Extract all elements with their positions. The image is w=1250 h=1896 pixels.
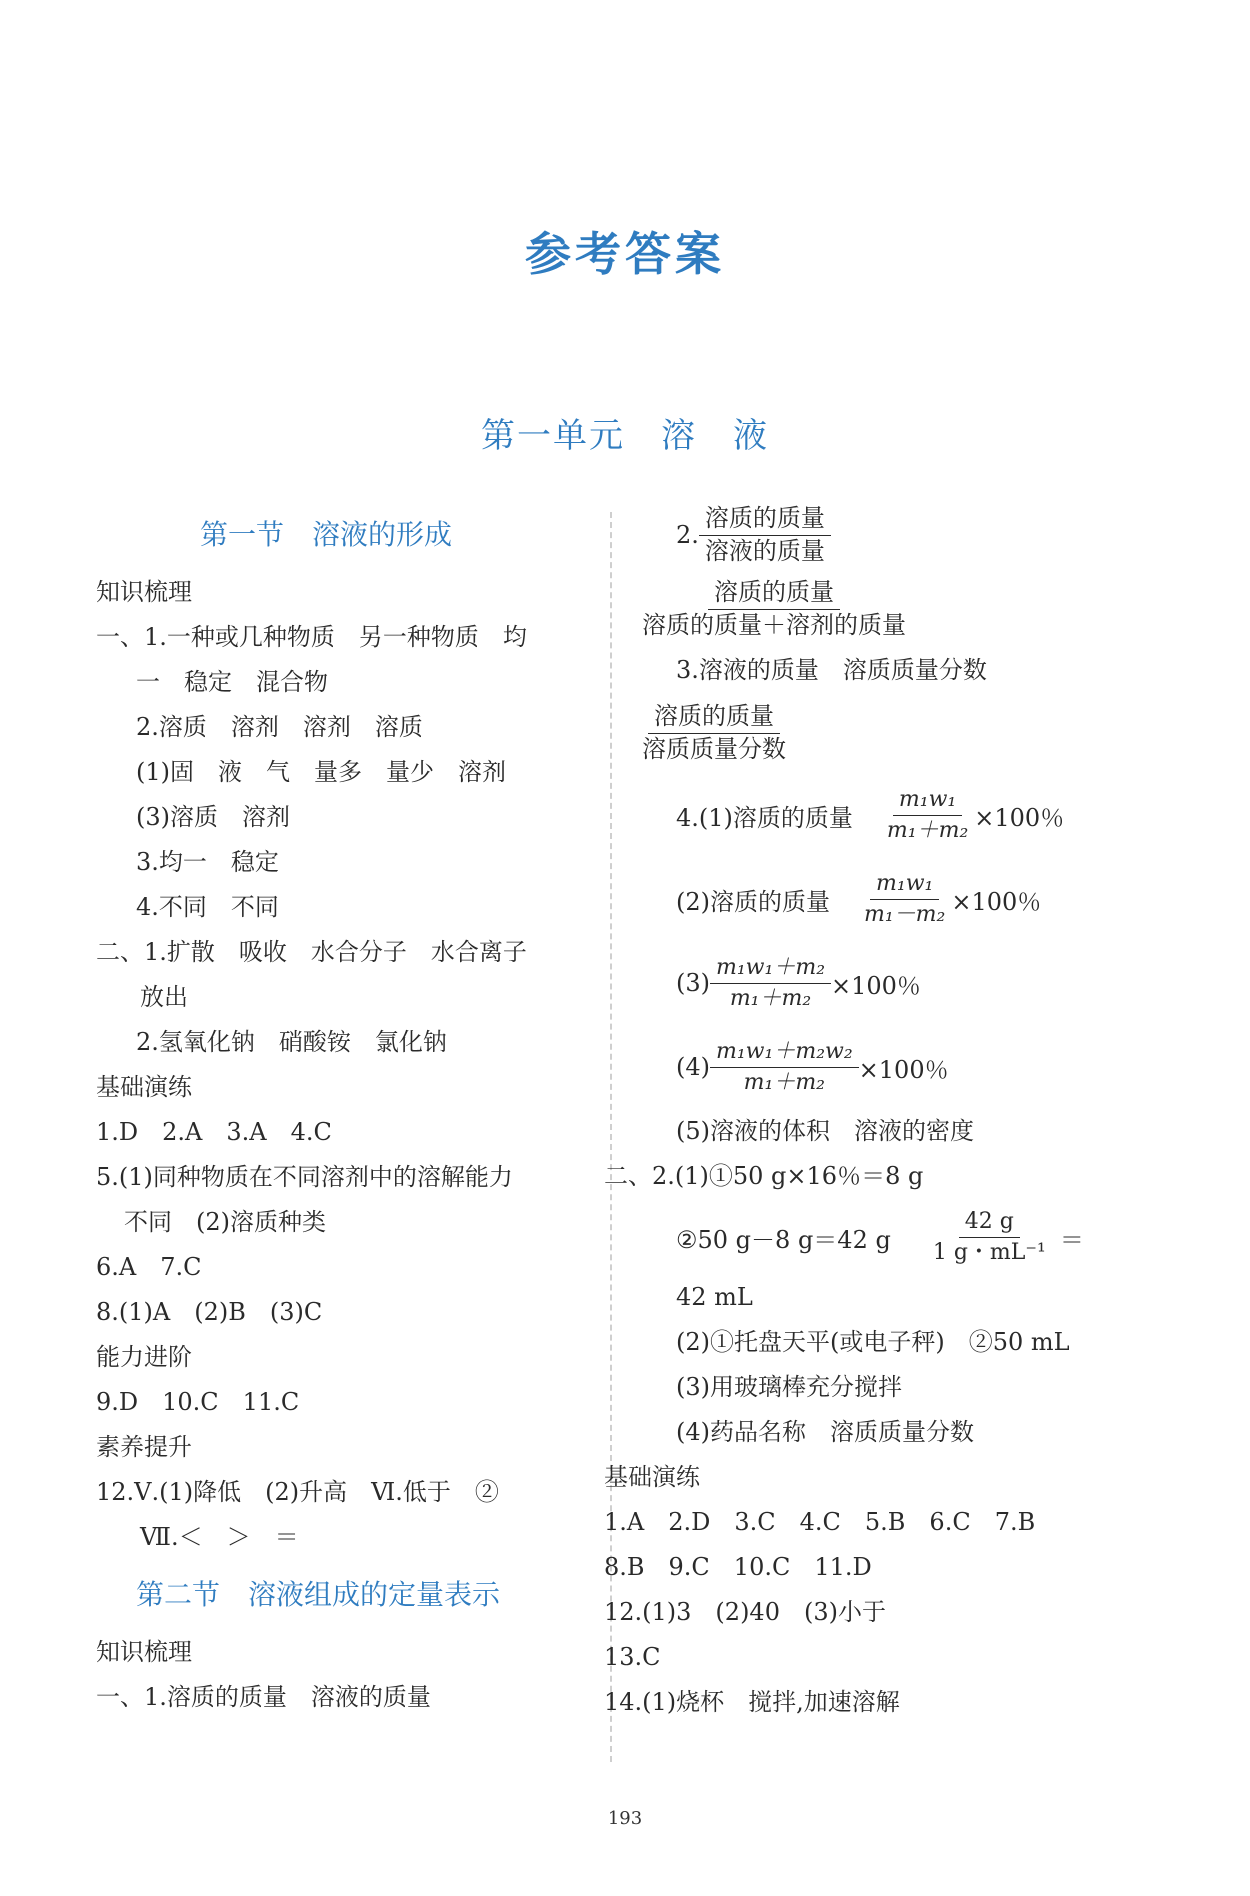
section-header: 基础演练 [604,1463,700,1491]
main-title: 参考答案 [525,227,725,281]
answer-line: (3)溶质 溶剂 [136,803,290,831]
formula-prefix: (2)溶质的质量 [676,887,830,916]
fraction [927,1209,1052,1265]
fraction-numerator: m₁w₁＋m₂ [710,955,831,983]
fraction [710,955,831,1011]
formula-prefix: ②50 g－8 g＝42 g [676,1225,891,1254]
fraction [881,787,974,843]
formula-line [636,500,1156,570]
section-header: 基础演练 [96,1073,192,1101]
formula-prefix: (4) [676,1053,710,1081]
fraction-denominator: 溶液的质量 [704,536,825,565]
section-title-2: 第二节 溶液组成的定量表示 [136,1578,501,1611]
answer-line: 3.均一 稳定 [136,848,279,876]
formula-line [636,693,1156,773]
fraction [858,871,951,927]
answer-line: 14.(1)烧杯 搅拌,加速溶解 [604,1688,900,1716]
fraction-numerator: 溶质的质量 [648,703,780,734]
unit-title: 第一单元 溶 液 [481,416,769,456]
answer-line: 3.溶液的质量 溶质质量分数 [676,656,987,684]
formula-line [636,1199,1156,1275]
fraction-numerator: 42 g [959,1209,1020,1237]
section-header: 素养提升 [96,1433,192,1461]
answer-line: Ⅶ.＜ ＞ ＝ [140,1523,299,1551]
formula-line [636,1025,1156,1109]
percent-label: ×100％ [951,887,1042,916]
fraction-numerator: 溶质的质量 [708,579,840,610]
fraction [636,703,792,763]
answer-line: 二、2.(1)①50 g×16％＝8 g [604,1162,924,1190]
answer-line: (3)用玻璃棒充分搅拌 [676,1373,902,1401]
answer-line: (2)①托盘天平(或电子秤) ②50 mL [676,1328,1070,1356]
fraction-numerator: m₁w₁ [870,871,939,899]
equals-sign: ＝ [1059,1225,1084,1254]
answer-line: 4.不同 不同 [136,893,279,921]
fraction-denominator: 溶质质量分数 [642,734,786,763]
formula-line [636,773,1156,857]
formula-prefix: 4.(1)溶质的质量 [676,803,853,832]
answer-line: 8.B 9.C 10.C 11.D [604,1553,872,1581]
fraction-denominator: 1 g・mL⁻¹ [932,1239,1046,1265]
answer-line: 放出 [140,983,188,1011]
fraction-numerator: m₁w₁ [893,787,962,815]
section-header: 能力进阶 [96,1343,192,1371]
answer-line: 一、1.一种或几种物质 另一种物质 均 [96,623,527,651]
answer-line: 2.溶质 溶剂 溶剂 溶质 [136,713,423,741]
answer-line: 8.(1)A (2)B (3)C [96,1298,323,1326]
answer-line: 2.氢氧化钠 硝酸铵 氯化钠 [136,1028,447,1056]
answer-line: (4)药品名称 溶质质量分数 [676,1418,974,1446]
fraction-denominator: m₁＋m₂ [886,817,969,843]
formula-line [636,857,1156,941]
percent-label: ×100％ [858,1055,949,1084]
fraction-denominator: m₁＋m₂ [729,985,812,1011]
answer-line: 一 稳定 混合物 [136,668,328,696]
answer-line: 12.(1)3 (2)40 (3)小于 [604,1598,886,1626]
fraction [699,505,831,565]
formula-line [636,941,1156,1025]
left-column [96,500,596,1720]
answer-line: 1.D 2.A 3.A 4.C [96,1118,332,1146]
answer-line: 6.A 7.C [96,1253,202,1281]
right-column [604,500,1156,1725]
answer-line: 13.C [604,1643,661,1671]
formula-prefix: (3) [676,969,710,997]
formula-prefix: 2. [676,521,699,549]
answer-line: 9.D 10.C 11.C [96,1388,300,1416]
section-title-1: 第一节 溶液的形成 [200,518,453,551]
section-header: 知识梳理 [96,578,192,606]
fraction-denominator: m₁＋m₂ [743,1069,826,1095]
formula-line [636,570,1156,648]
fraction [710,1039,859,1095]
answer-line: 12.Ⅴ.(1)降低 (2)升高 Ⅵ.低于 ② [96,1478,499,1506]
answer-line: 5.(1)同种物质在不同溶剂中的溶解能力 [96,1163,513,1191]
percent-label: ×100％ [831,971,921,1000]
fraction-numerator: m₁w₁＋m₂w₂ [710,1039,859,1067]
fraction-denominator: 溶质的质量＋溶剂的质量 [642,610,906,639]
fraction-denominator: m₁－m₂ [864,901,946,927]
answer-line: (5)溶液的体积 溶液的密度 [676,1117,974,1145]
answer-line: 1.A 2.D 3.C 4.C 5.B 6.C 7.B [604,1508,1036,1536]
section-header: 知识梳理 [96,1638,192,1666]
answer-line: 二、1.扩散 吸收 水合分子 水合离子 [96,938,527,966]
answer-line: (1)固 液 气 量多 量少 溶剂 [136,758,506,786]
percent-label: ×100％ [974,803,1065,832]
answer-line: 不同 (2)溶质种类 [124,1208,326,1236]
fraction-numerator: 溶质的质量 [699,505,831,536]
page-number: 193 [607,1808,643,1829]
answer-line: 一、1.溶质的质量 溶液的质量 [96,1683,431,1711]
fraction [636,579,912,639]
answer-line: 42 mL [676,1283,753,1311]
